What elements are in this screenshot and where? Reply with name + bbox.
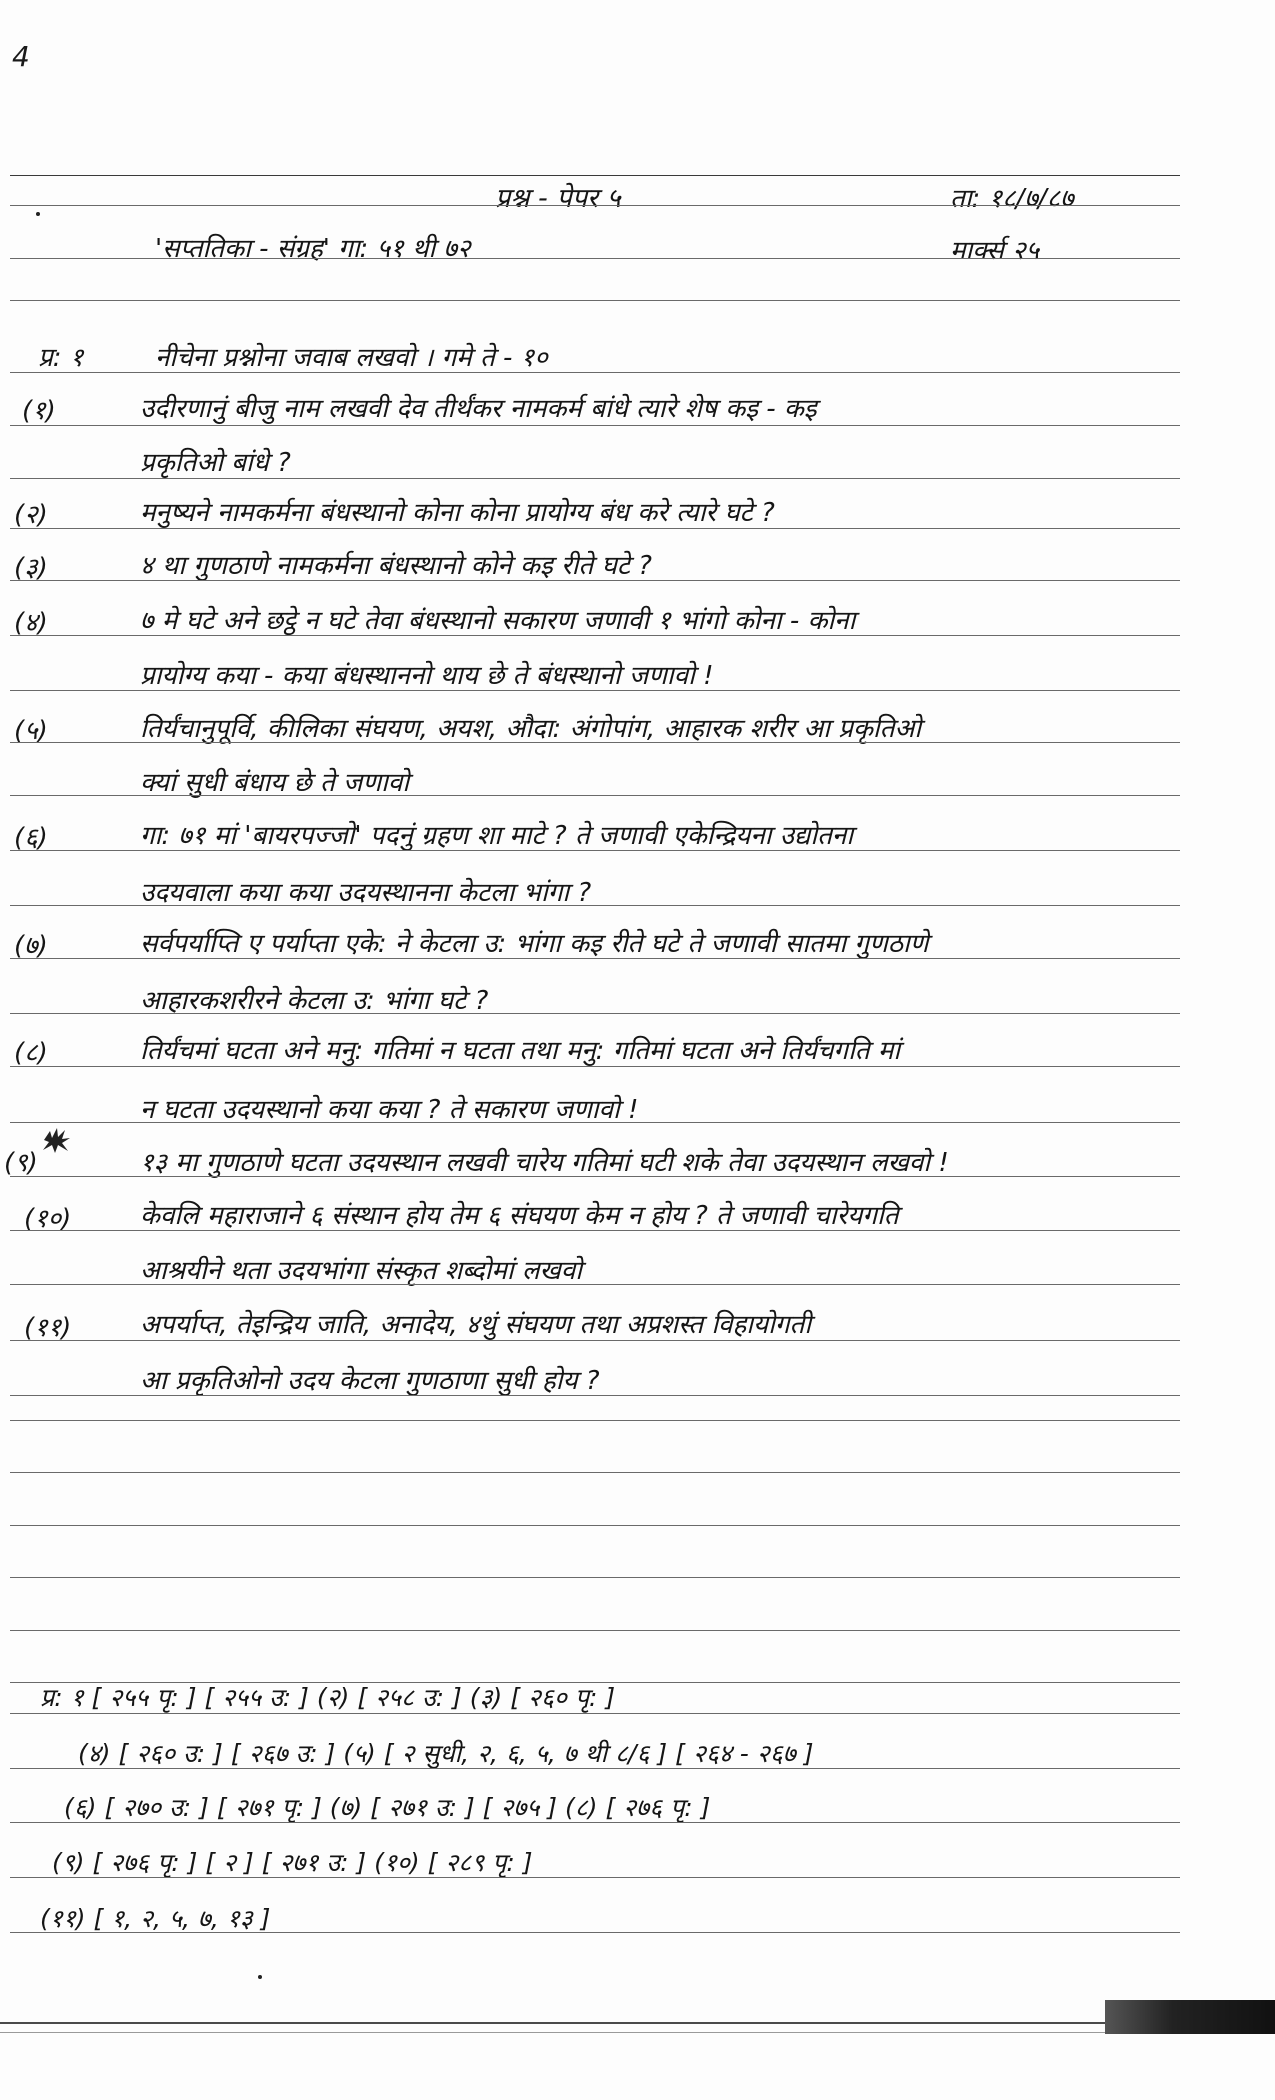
margin-dot (258, 1975, 262, 1979)
question-line: अपर्याप्त, तेइन्द्रिय जाति, अनादेय, ४थुं संघयण तथा अप्रशस्त विहायोगती (140, 1310, 812, 1340)
question-line: आ प्रकृतिओनो उदय केटला गुणठाणा सुधी होय ? (140, 1366, 600, 1396)
answer-line: (६) [ २७० उ: ] [ २७१ पृ: ] (७) [ २७१ उ: ] [ २७५ ] (८) [ २७६ पृ: ] (64, 1793, 711, 1822)
question-line: तिर्यंचानुपूर्वि, कीलिका संघयण, अयश, औदा: अंगोपांग, आहारक शरीर आ प्रकृतिओ (140, 714, 922, 744)
margin-dot (36, 212, 40, 216)
question-line: गा: ७१ मां 'बायरपज्जो' पदनुं ग्रहण शा माटे ? ते जणावी एकेन्द्रियना उद्योतना (140, 821, 854, 851)
answer-line: (४) [ २६० उ: ] [ २६७ उ: ] (५) [ २ सुधी, २, ६, ५, ७ थी ८/६ ] [ २६४ - २६७ ] (78, 1739, 814, 1768)
question-number: (११) (24, 1313, 72, 1343)
question-number: (४) (14, 608, 48, 638)
paper-marks: मार्क्स २५ (950, 236, 1040, 266)
rule (10, 1176, 1180, 1177)
rule (10, 1420, 1180, 1421)
question-number: (६) (14, 823, 48, 853)
rule (10, 1877, 1180, 1878)
question-line: १३ मा गुणठाणे घटता उदयस्थान लखवी चारेय गतिमां घटी शके तेवा उदयस्थान लखवो ! (140, 1148, 949, 1178)
rule (10, 742, 1180, 743)
rule (10, 795, 1180, 796)
question-line: क्यां सुधी बंधाय छे ते जणावो (140, 768, 410, 798)
question-number: (३) (14, 553, 48, 583)
rule (10, 1122, 1180, 1123)
instruction-number: प्र: १ (38, 343, 84, 373)
question-number: (५) (14, 716, 48, 746)
instruction-text: नीचेना प्रश्नोना जवाब लखवो । गमे ते - १० (155, 343, 548, 373)
rule (10, 372, 1180, 373)
page-bottom-edge (0, 2022, 1120, 2033)
rule (10, 1822, 1180, 1823)
rule (10, 850, 1180, 851)
question-line: ४ था गुणठाणे नामकर्मना बंधस्थानो कोने कइ रीते घटे ? (140, 551, 652, 581)
question-line: आश्रयीने थता उदयभांगा संस्कृत शब्दोमां लखवो (140, 1256, 582, 1286)
paper-subject: 'सप्ततिका - संग्रह' गा: ५१ थी ७२ (155, 234, 471, 264)
question-line: केवलि महाराजाने ६ संस्थान होय तेम ६ संघयण केम न होय ? ते जणावी चारेयगति (140, 1201, 899, 1231)
rule (10, 1066, 1180, 1067)
rule (10, 425, 1180, 426)
page-number: 4 (12, 40, 30, 73)
rule (10, 528, 1180, 529)
scan-shadow (1105, 2000, 1275, 2034)
question-number: (२) (14, 500, 48, 530)
question-number: (७) (14, 931, 48, 961)
rule (10, 1713, 1180, 1714)
answer-line: प्र: १ [ २५५ पृ: ] [ २५५ उ: ] (२) [ २५८ उ: ] (३) [ २६० पृ: ] (40, 1683, 616, 1712)
top-rule (10, 175, 1180, 176)
question-line: न घटता उदयस्थानो कया कया ? ते सकारण जणावो ! (140, 1095, 639, 1125)
question-line: सर्वपर्याप्ति ए पर्याप्ता एके: ने केटला उ: भांगा कइ रीते घटे ते जणावी सातमा गुणठाणे (140, 929, 929, 959)
question-number: (१) (22, 396, 56, 426)
rule (10, 1013, 1180, 1014)
question-line: प्रायोग्य कया - कया बंधस्थाननो थाय छे ते बंधस्थानो जणावो ! (140, 661, 714, 691)
ink-blot-icon (40, 1125, 72, 1155)
rule (10, 1284, 1180, 1285)
question-number: (९) (4, 1148, 38, 1178)
question-line: प्रकृतिओ बांधे ? (140, 448, 291, 478)
rule (10, 1932, 1180, 1933)
rule (10, 1472, 1180, 1473)
rule (10, 958, 1180, 959)
rule (10, 300, 1180, 301)
rule (10, 1395, 1180, 1396)
rule (10, 1525, 1180, 1526)
answer-line: (९) [ २७६ पृ: ] [ २ ] [ २७१ उ: ] (१०) [ २८९ पृ: ] (52, 1848, 533, 1877)
rule (10, 478, 1180, 479)
rule (10, 905, 1180, 906)
question-line: ७ मे घटे अने छट्ठे न घटे तेवा बंधस्थानो सकारण जणावी १ भांगो कोना - कोना (140, 606, 856, 636)
answer-line: (११) [ १, २, ५, ७, १३ ] (40, 1904, 271, 1933)
rule (10, 635, 1180, 636)
rule (10, 1340, 1180, 1341)
rule (10, 1768, 1180, 1769)
rule (10, 258, 1180, 259)
paper-title: प्रश्न - पेपर ५ (495, 183, 621, 214)
question-number: (८) (14, 1038, 48, 1068)
rule (10, 1630, 1180, 1631)
paper-date: ता: १८/७/८७ (950, 184, 1074, 214)
question-line: आहारकशरीरने केटला उ: भांगा घटे ? (140, 986, 489, 1016)
rule (10, 1577, 1180, 1578)
question-line: उदयवाला कया कया उदयस्थानना केटला भांगा ? (140, 878, 592, 908)
rule (10, 205, 1180, 206)
rule (10, 1230, 1180, 1231)
rule (10, 690, 1180, 691)
question-number: (१०) (24, 1204, 72, 1234)
question-line: तिर्यंचमां घटता अने मनु: गतिमां न घटता तथा मनु: गतिमां घटता अने तिर्यंचगति मां (140, 1036, 901, 1066)
question-line: मनुष्यने नामकर्मना बंधस्थानो कोना कोना प्रायोग्य बंध करे त्यारे घटे ? (140, 498, 775, 528)
rule (10, 580, 1180, 581)
question-line: उदीरणानुं बीजु नाम लखवी देव तीर्थंकर नामकर्म बांधे त्यारे शेष कइ - कइ (140, 394, 817, 424)
